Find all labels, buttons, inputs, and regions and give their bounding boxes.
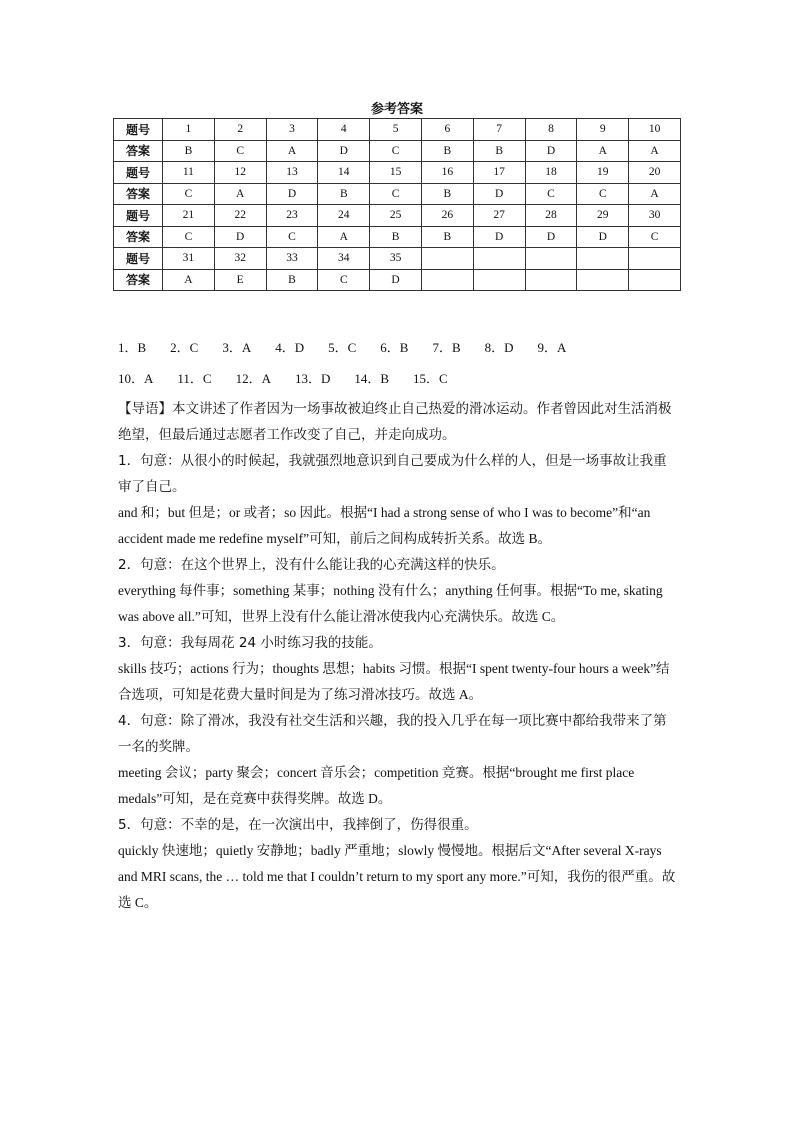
table-cell: C bbox=[318, 269, 370, 291]
answer-table bbox=[113, 118, 681, 291]
table-cell: A bbox=[318, 226, 370, 248]
answer-item: 1．B bbox=[118, 340, 147, 355]
table-cell bbox=[629, 248, 681, 270]
table-cell: 32 bbox=[214, 248, 266, 270]
answer-item: 2．C bbox=[170, 340, 199, 355]
table-cell: 19 bbox=[577, 162, 629, 184]
paragraph: 1．句意：从很小的时候起，我就强烈地意识到自己要成为什么样的人，但是一场事故让我重审了自己。 bbox=[118, 453, 667, 495]
table-cell: B bbox=[318, 183, 370, 205]
table-cell: 27 bbox=[473, 205, 525, 227]
table-cell: D bbox=[525, 226, 577, 248]
table-cell: 20 bbox=[629, 162, 681, 184]
answer-item: 4．D bbox=[275, 340, 305, 355]
paragraph: 2．句意：在这个世界上，没有什么能让我的心充满这样的快乐。 bbox=[118, 557, 505, 573]
table-cell: 29 bbox=[577, 205, 629, 227]
table-cell: 9 bbox=[577, 119, 629, 141]
table-cell: E bbox=[214, 269, 266, 291]
answer-item: 6．B bbox=[380, 340, 409, 355]
answer-item: 11．C bbox=[177, 371, 212, 386]
row-header: 答案 bbox=[114, 183, 163, 205]
answer-item: 15．C bbox=[413, 371, 448, 386]
table-cell: 14 bbox=[318, 162, 370, 184]
row-header: 答案 bbox=[114, 140, 163, 162]
table-cell: C bbox=[370, 183, 422, 205]
answer-line-1 bbox=[118, 337, 590, 356]
table-cell: 13 bbox=[266, 162, 318, 184]
table-cell bbox=[577, 269, 629, 291]
table-cell: 10 bbox=[629, 119, 681, 141]
table-cell bbox=[473, 269, 525, 291]
paragraph: and 和；but 但是；or 或者；so 因此。根据“I had a strong sense of who I was to become”和“an accident made me redefine myself”可知，前后之间构成转折关系。故选 B。 bbox=[118, 505, 651, 546]
table-cell: 1 bbox=[163, 119, 215, 141]
table-cell: A bbox=[629, 183, 681, 205]
table-row bbox=[114, 183, 681, 205]
table-cell: A bbox=[214, 183, 266, 205]
table-row bbox=[114, 226, 681, 248]
table-cell: B bbox=[370, 226, 422, 248]
table-cell: 4 bbox=[318, 119, 370, 141]
table-cell: A bbox=[163, 269, 215, 291]
table-row bbox=[114, 119, 681, 141]
table-cell: C bbox=[370, 140, 422, 162]
table-cell: C bbox=[577, 183, 629, 205]
table-cell: B bbox=[421, 226, 473, 248]
table-cell: C bbox=[525, 183, 577, 205]
table-cell bbox=[525, 248, 577, 270]
table-cell: A bbox=[629, 140, 681, 162]
row-header: 题号 bbox=[114, 162, 163, 184]
table-row bbox=[114, 269, 681, 291]
table-cell: D bbox=[577, 226, 629, 248]
table-cell: D bbox=[525, 140, 577, 162]
answer-item: 12．A bbox=[235, 371, 271, 386]
answer-item: 9．A bbox=[537, 340, 567, 355]
table-cell: 25 bbox=[370, 205, 422, 227]
paragraph: everything 每件事；something 某事；nothing 没有什么；anything 任何事。根据“To me, skating was above all.”可知，世界上没有什么能让滑冰使我内心充满快乐。故选 C。 bbox=[118, 583, 663, 624]
answer-item: 10．A bbox=[118, 371, 154, 386]
table-cell: 12 bbox=[214, 162, 266, 184]
table-cell: 35 bbox=[370, 248, 422, 270]
table-cell bbox=[629, 269, 681, 291]
row-header: 答案 bbox=[114, 269, 163, 291]
table-cell: 15 bbox=[370, 162, 422, 184]
table-cell: 3 bbox=[266, 119, 318, 141]
table-cell bbox=[421, 269, 473, 291]
answer-item: 8．D bbox=[484, 340, 514, 355]
table-cell: D bbox=[266, 183, 318, 205]
table-cell: D bbox=[473, 183, 525, 205]
paragraph: 4．句意：除了滑冰，我没有社交生活和兴趣，我的投入几乎在每一项比赛中都给我带来了第一名的奖牌。 bbox=[118, 713, 667, 755]
table-cell bbox=[421, 248, 473, 270]
row-header: 题号 bbox=[114, 248, 163, 270]
table-cell: C bbox=[163, 183, 215, 205]
table-cell: 31 bbox=[163, 248, 215, 270]
table-cell: D bbox=[318, 140, 370, 162]
row-header: 题号 bbox=[114, 205, 163, 227]
table-row bbox=[114, 140, 681, 162]
paragraph: 5．句意：不幸的是，在一次演出中，我摔倒了，伤得很重。 bbox=[118, 817, 478, 833]
table-cell: 21 bbox=[163, 205, 215, 227]
table-cell: 23 bbox=[266, 205, 318, 227]
table-cell: 8 bbox=[525, 119, 577, 141]
table-cell bbox=[577, 248, 629, 270]
explanation-text bbox=[118, 396, 678, 916]
answer-item: 5．C bbox=[328, 340, 357, 355]
table-cell: C bbox=[266, 226, 318, 248]
table-cell: 34 bbox=[318, 248, 370, 270]
table-cell: 26 bbox=[421, 205, 473, 227]
paragraph: quickly 快速地；quietly 安静地；badly 严重地；slowly 慢慢地。根据后文“After several X-rays and MRI scans, the … told me that I couldn’t return to my sport any more.”可知，我伤的很严重。故选 C。 bbox=[118, 843, 676, 910]
table-cell: B bbox=[266, 269, 318, 291]
table-cell: A bbox=[266, 140, 318, 162]
table-cell: A bbox=[577, 140, 629, 162]
table-cell: 16 bbox=[421, 162, 473, 184]
table-cell bbox=[473, 248, 525, 270]
table-cell: 30 bbox=[629, 205, 681, 227]
answer-line-2 bbox=[118, 368, 472, 387]
answer-item: 13．D bbox=[294, 371, 331, 386]
paragraph: skills 技巧；actions 行为；thoughts 思想；habits 习惯。根据“I spent twenty-four hours a week”结合选项，可知是花费大量时间是为了练习滑冰技巧。故选 A。 bbox=[118, 661, 670, 702]
table-cell: D bbox=[370, 269, 422, 291]
paragraph: 【导语】本文讲述了作者因为一场事故被迫终止自己热爱的滑冰运动。作者曾因此对生活消极绝望，但最后通过志愿者工作改变了自己，并走向成功。 bbox=[118, 401, 672, 443]
table-cell: 7 bbox=[473, 119, 525, 141]
table-cell: 5 bbox=[370, 119, 422, 141]
table-cell: 33 bbox=[266, 248, 318, 270]
answer-item: 7．B bbox=[432, 340, 461, 355]
table-cell: B bbox=[163, 140, 215, 162]
table-cell: 6 bbox=[421, 119, 473, 141]
answer-item: 3．A bbox=[222, 340, 252, 355]
paragraph: 3．句意：我每周花 24 小时练习我的技能。 bbox=[118, 635, 382, 651]
table-title: 参考答案 bbox=[370, 102, 423, 117]
table-cell: 28 bbox=[525, 205, 577, 227]
table-cell: D bbox=[214, 226, 266, 248]
table-row bbox=[114, 162, 681, 184]
table-cell: 24 bbox=[318, 205, 370, 227]
table-cell: C bbox=[214, 140, 266, 162]
table-cell: 17 bbox=[473, 162, 525, 184]
table-cell: B bbox=[421, 140, 473, 162]
row-header: 答案 bbox=[114, 226, 163, 248]
table-row bbox=[114, 205, 681, 227]
table-cell: C bbox=[163, 226, 215, 248]
table-cell bbox=[525, 269, 577, 291]
paragraph: meeting 会议；party 聚会；concert 音乐会；competition 竞赛。根据“brought me first place medals”可知，是在竞赛中获得奖牌。故选 D。 bbox=[118, 765, 635, 806]
table-cell: 2 bbox=[214, 119, 266, 141]
table-cell: C bbox=[629, 226, 681, 248]
table-cell: B bbox=[421, 183, 473, 205]
table-cell: 22 bbox=[214, 205, 266, 227]
table-row bbox=[114, 248, 681, 270]
answer-item: 14．B bbox=[354, 371, 390, 386]
table-cell: 18 bbox=[525, 162, 577, 184]
table-cell: 11 bbox=[163, 162, 215, 184]
table-cell: B bbox=[473, 140, 525, 162]
row-header: 题号 bbox=[114, 119, 163, 141]
table-cell: D bbox=[473, 226, 525, 248]
